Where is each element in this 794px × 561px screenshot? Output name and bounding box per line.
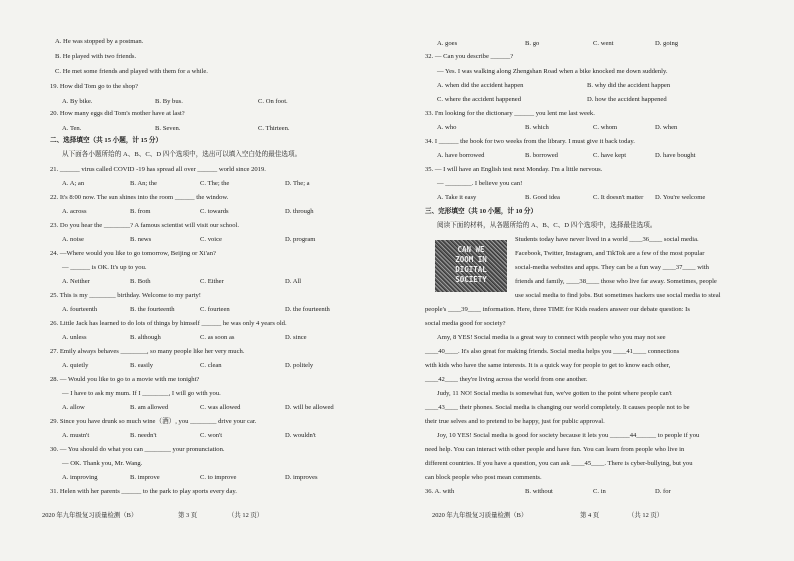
answer-option: D. how the accident happened (587, 96, 667, 103)
answer-option: B. from (130, 208, 151, 215)
question-line: 从下面各小题所给的 A、B、C、D 四个选项中，选出可以填入空白处的最佳选项。 (62, 151, 302, 158)
answer-option: C. won't (200, 432, 223, 439)
question-line: can block people who post mean comments. (425, 474, 542, 481)
answer-option: C. On foot. (258, 98, 288, 105)
answer-option: C. clean (200, 362, 222, 369)
answer-option: B. By bus. (155, 98, 183, 105)
answer-option: B. without (525, 488, 553, 495)
answer-option: A. A; an (62, 180, 85, 187)
question-line: — Yes. I was walking along Zhengshan Road when a bike knocked me down suddenly. (437, 68, 668, 75)
answer-option: C. The; the (200, 180, 230, 187)
answer-option: D. going (655, 40, 679, 47)
question-line: 22. It's 8:00 now. The sun shines into the room ______ the window. (50, 194, 229, 201)
answer-option: A. Neither (62, 278, 90, 285)
answer-option: D. You're welcome (655, 194, 706, 201)
answer-option: B. Good idea (525, 194, 560, 201)
answer-option: A. mustn't (62, 432, 90, 439)
illustration-line: CAN WE (457, 245, 485, 254)
answer-option: A. noise (62, 236, 84, 243)
answer-option: A. who (437, 124, 457, 131)
answer-option: D. program (285, 236, 316, 243)
answer-option: B. news (130, 236, 152, 243)
question-line: 34. I ______ the book for two weeks from the library. I must give it back today. (425, 138, 635, 145)
question-line: Judy, 11 NO! Social media is somewhat fun, we've gotten to the point where people can't (437, 390, 672, 397)
answer-option: D. politely (285, 362, 314, 369)
question-line: Students today have never lived in a world ____36____ social media. (515, 236, 699, 243)
answer-option: D. All (285, 278, 302, 285)
answer-option: C. have kept (593, 152, 627, 159)
answer-option: D. have bought (655, 152, 696, 159)
answer-option: D. through (285, 208, 314, 215)
answer-option: B. although (130, 334, 161, 341)
answer-option: D. will be allowed (285, 404, 334, 411)
answer-option: C. Either (200, 278, 224, 285)
illustration-line: SOCIETY (455, 275, 487, 284)
answer-option: B. go (525, 40, 540, 47)
answer-option: A. By bike. (62, 98, 93, 105)
section-heading: 二、选择填空（共 15 小题，计 15 分） (50, 137, 163, 144)
question-line: people's ____39____ information. Here, three TIME for Kids readers answer our debate question: Is (425, 306, 690, 313)
answer-option: A. Take it easy (437, 194, 477, 201)
answer-option: B. easily (130, 362, 154, 369)
footer-exam-title: 2020 年九年级复习质量检测（B） (42, 512, 138, 519)
answer-option: D. when (655, 124, 678, 131)
answer-option: A. improving (62, 474, 98, 481)
question-line: 35. — I will have an English test next Monday. I'm a little nervous. (425, 166, 603, 173)
question-line: 33. I'm looking for the dictionary ______ you lent me last week. (425, 110, 595, 117)
footer-page-number: 第 3 页 (178, 512, 198, 519)
answer-option: C. in (593, 488, 606, 495)
answer-option: C. where the accident happened (437, 96, 522, 103)
question-line: 30. — You should do what you can ________ your pronunciation. (50, 446, 225, 453)
question-line: — ________. I believe you can! (437, 180, 523, 187)
exam-page-4 (397, 0, 794, 561)
question-line: their true selves and to pretend to be happy, just for public approval. (425, 418, 605, 425)
answer-option: B. An; the (130, 180, 157, 187)
answer-option: C. whom (593, 124, 618, 131)
answer-option: C. towards (200, 208, 229, 215)
answer-option: A. quietly (62, 362, 89, 369)
answer-option: C. as soon as (200, 334, 235, 341)
question-line: 26. Little Jack has learned to do lots of things by himself ______ he was only 4 years old. (50, 320, 287, 327)
question-line: — ______ is OK. It's up to you. (62, 264, 147, 271)
question-line: use social media to find jobs. But sometimes hackers use social media to steal (515, 292, 721, 299)
answer-option: C. It doesn't matter (593, 194, 644, 201)
answer-option: A. Ten. (62, 125, 82, 132)
answer-option: B. improve (130, 474, 160, 481)
question-line: 20. How many eggs did Tom's mother have at last? (50, 110, 185, 117)
question-line: Amy, 8 YES! Social media is a great way to connect with people who you may not see (437, 334, 666, 341)
answer-option: A. allow (62, 404, 85, 411)
question-line: ____42____ they're living across the world from one another. (425, 376, 588, 383)
question-line: 21. ______ virus called COVID -19 has spread all over ______ world since 2019. (50, 166, 266, 173)
answer-option: B. which (525, 124, 549, 131)
question-line: 阅读下面的材料，从各题所给的 A、B、C、D 四个选项中，选择最佳选项。 (437, 222, 657, 229)
answer-option: A. across (62, 208, 87, 215)
answer-option: D. The; a (285, 180, 310, 187)
question-line: 19. How did Tom go to the shop? (50, 83, 139, 90)
question-line: B. He played with two friends. (55, 53, 137, 60)
question-line: 23. Do you hear the ________? A famous scientist will visit our school. (50, 222, 239, 229)
answer-option: D. wouldn't (285, 432, 316, 439)
answer-option: B. Seven. (155, 125, 181, 132)
question-line: 31. Helen with her parents ______ to the park to play sports every day. (50, 488, 237, 495)
answer-option: C. to improve (200, 474, 237, 481)
question-line: friends and family, ____38____ those who live far away. Sometimes, people (515, 278, 717, 285)
question-line: Joy, 10 YES! Social media is good for society because it lets you ______44______ to people if you (437, 432, 700, 439)
answer-option: C. was allowed (200, 404, 241, 411)
answer-option: B. needn't (130, 432, 157, 439)
question-line: social media good for society? (425, 320, 506, 327)
question-line: Facebook, Twitter, Instagram, and TikTok are a few of the most popular (515, 250, 705, 257)
answer-option: A. fourteenth (62, 306, 98, 313)
answer-option: A. when did the accident happen (437, 82, 524, 89)
answer-option: D. for (655, 488, 671, 495)
question-line: 32. — Can you describe ______? (425, 53, 514, 60)
answer-option: A. have borrowed (437, 152, 485, 159)
question-line: ____43____ their phones. Social media is changing our world completely. It causes people not to be (425, 404, 690, 411)
answer-option: D. since (285, 334, 307, 341)
question-line: 24. —Where would you like to go tomorrow, Beijing or Xi'an? (50, 250, 216, 257)
question-line: — OK. Thank you, Mr. Wang. (62, 460, 143, 467)
question-line: 29. Since you have drunk so much wine（酒）, you ________ drive your car. (50, 418, 257, 425)
answer-option: C. went (593, 40, 614, 47)
answer-option: D. improves (285, 474, 318, 481)
answer-option: B. the fourteenth (130, 306, 175, 313)
footer-page-total: （共 12 页） (628, 512, 664, 519)
question-line: 27. Emily always behaves ________, so many people like her very much. (50, 348, 245, 355)
question-line: C. He met some friends and played with them for a while. (55, 68, 208, 75)
question-line: A. He was stopped by a postman. (55, 38, 144, 45)
answer-option: A. unless (62, 334, 87, 341)
question-line: 28. — Would you like to go to a movie with me tonight? (50, 376, 200, 383)
question-line: — I have to ask my mum. If I ________, I will go with you. (62, 390, 221, 397)
question-line: need help. You can interact with other people and have fun. You can learn from people who live in (425, 446, 685, 453)
footer-page-number: 第 4 页 (580, 512, 600, 519)
answer-option: C. fourteen (200, 306, 230, 313)
footer-exam-title: 2020 年九年级复习质量检测（B） (432, 512, 528, 519)
question-line: different countries. If you have a question, you can ask ____45____. There is cyber-bullying, but you (425, 460, 693, 467)
answer-option: B. am allowed (130, 404, 169, 411)
footer-page-total: （共 12 页） (228, 512, 264, 519)
question-line: with kids who have the same interests. It is a quick way for people to get to know each other, (425, 362, 671, 369)
question-line: ____40____. It's also great for making friends. Social media helps you ____41____ connections (425, 348, 680, 355)
illustration-line: ZOOM IN (455, 255, 487, 264)
answer-option: B. Both (130, 278, 151, 285)
question-line: 25. This is my ________ birthday. Welcome to my party! (50, 292, 201, 299)
answer-option: 36. A. with (425, 488, 455, 495)
answer-option: B. why did the accident happen (587, 82, 671, 89)
answer-option: D. the fourteenth (285, 306, 330, 313)
answer-option: A. goes (437, 40, 458, 47)
answer-option: C. voice (200, 236, 222, 243)
cloze-illustration (435, 240, 507, 292)
section-heading: 三、完形填空（共 10 小题，计 10 分） (425, 208, 538, 215)
answer-option: C. Thirteen. (258, 125, 290, 132)
illustration-line: DIGITAL (455, 265, 487, 274)
question-line: social-media websites and apps. They can be a fun way ____37____ with (515, 264, 709, 271)
answer-option: B. borrowed (525, 152, 558, 159)
